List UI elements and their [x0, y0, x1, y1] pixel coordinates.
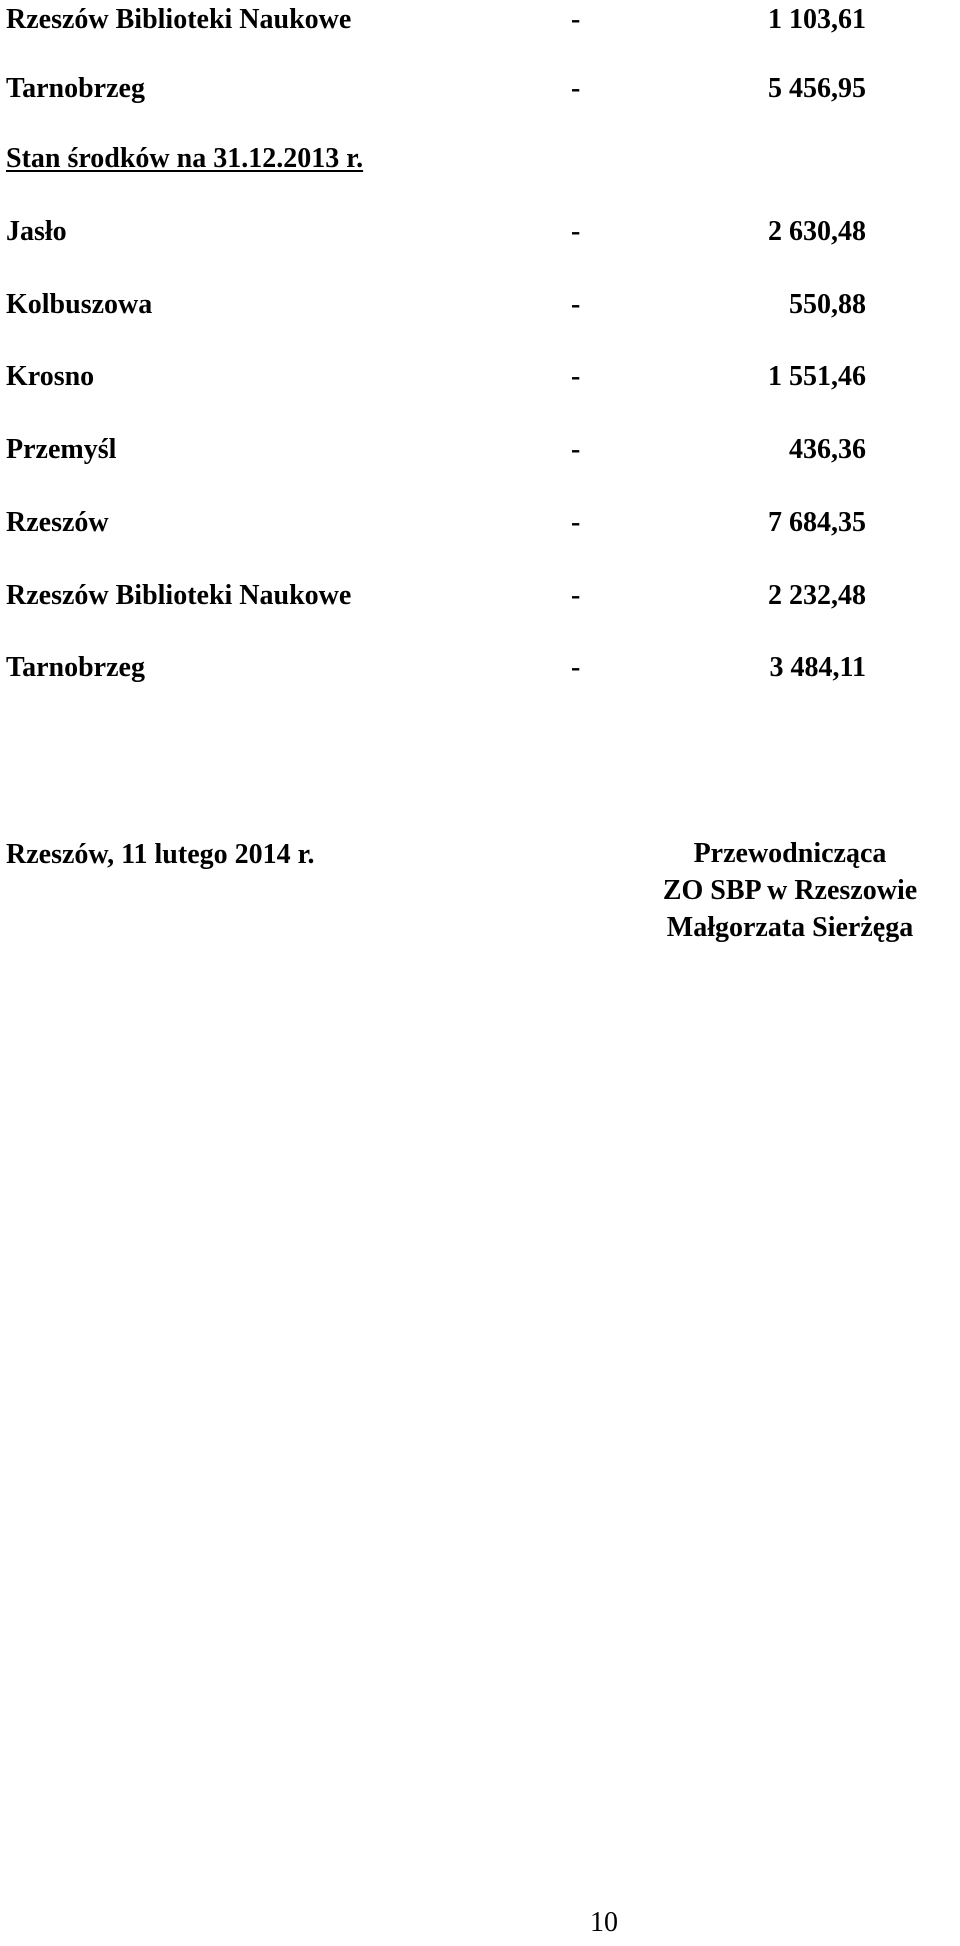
- separator-dash: -: [571, 4, 581, 35]
- amount-value: 550,88: [789, 289, 866, 320]
- fund-row: [6, 0, 866, 40]
- amount-value: 3 484,11: [769, 652, 866, 683]
- separator-dash: -: [571, 507, 581, 538]
- branch-name: Przemyśl: [6, 434, 117, 465]
- amount-value: 436,36: [789, 434, 866, 465]
- balance-row: [6, 576, 866, 616]
- page-number: 10: [590, 1907, 618, 1938]
- branch-name: Krosno: [6, 361, 95, 392]
- amount-value: 2 232,48: [768, 580, 866, 611]
- branch-name: Tarnobrzeg: [6, 73, 145, 104]
- signatory-name: Małgorzata Sierżęga: [666, 912, 914, 943]
- branch-name: Jasło: [6, 216, 67, 247]
- balance-row: [6, 648, 866, 688]
- separator-dash: -: [571, 73, 581, 104]
- branch-name: Tarnobrzeg: [6, 652, 145, 683]
- balance-row: [6, 285, 866, 325]
- signatory-organization: ZO SBP w Rzeszowie: [662, 875, 918, 906]
- balance-row: [6, 212, 866, 252]
- fund-row: [6, 69, 866, 109]
- signatory-role: Przewodnicząca: [693, 838, 887, 869]
- amount-value: 1 551,46: [768, 361, 866, 392]
- amount-value: 5 456,95: [768, 73, 866, 104]
- separator-dash: -: [571, 216, 581, 247]
- branch-name: Kolbuszowa: [6, 289, 153, 320]
- separator-dash: -: [571, 434, 581, 465]
- balance-heading: Stan środków na 31.12.2013 r.: [6, 143, 364, 174]
- branch-name: Rzeszów Biblioteki Naukowe: [6, 580, 352, 611]
- place-and-date: Rzeszów, 11 lutego 2014 r.: [6, 839, 315, 870]
- signature-block: [630, 835, 950, 946]
- separator-dash: -: [571, 580, 581, 611]
- branch-name: Rzeszów Biblioteki Naukowe: [6, 4, 352, 35]
- balance-row: [6, 357, 866, 397]
- branch-name: Rzeszów: [6, 507, 109, 538]
- amount-value: 1 103,61: [768, 4, 866, 35]
- amount-value: 2 630,48: [768, 216, 866, 247]
- separator-dash: -: [571, 289, 581, 320]
- amount-value: 7 684,35: [768, 507, 866, 538]
- separator-dash: -: [571, 652, 581, 683]
- balance-row: [6, 503, 866, 543]
- separator-dash: -: [571, 361, 581, 392]
- balance-row: [6, 430, 866, 470]
